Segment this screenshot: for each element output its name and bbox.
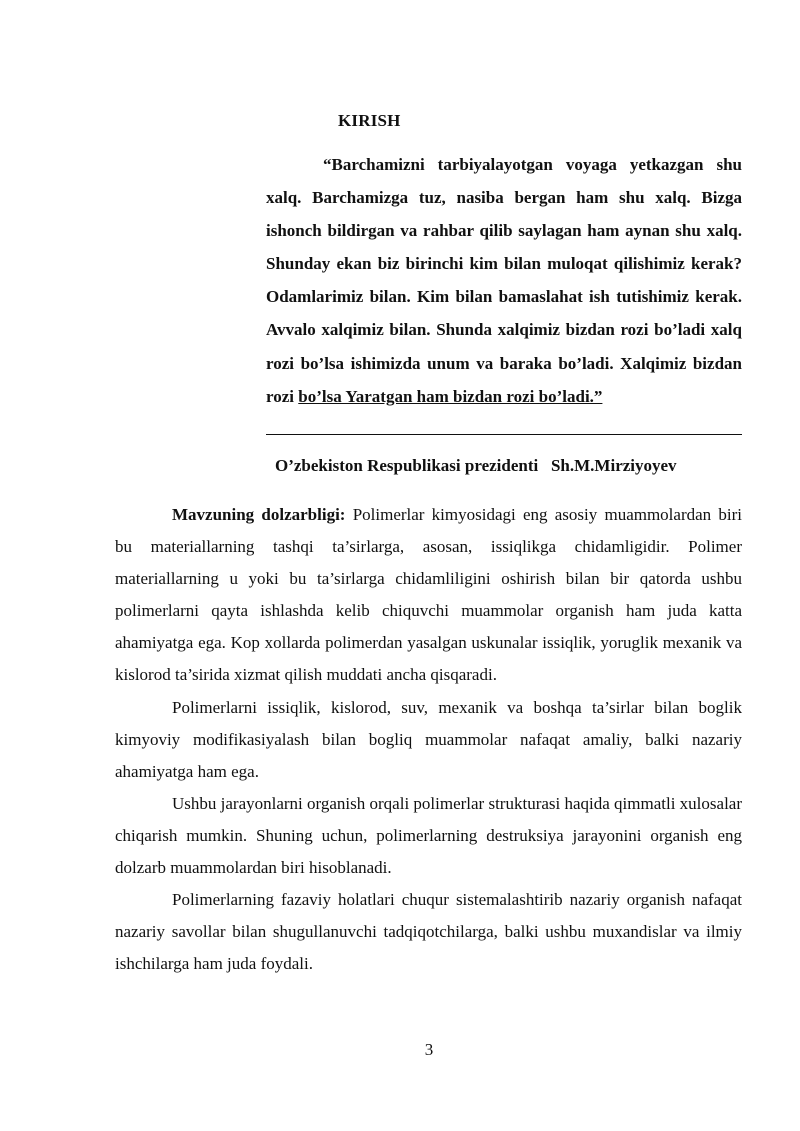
paragraph-text: Polimerlar kimyosidagi eng asosiy muammolardan biri bu materiallarning tashqi ta’sirlarga, asosan, issiqlikga chidamligidir. Polimer materiallarning u yoki bu ta’sirlarga chidamliligini oshirish bilan bir qatorda ushbu polimerlarni qayta ishlashda kelib chiquvchi muammolar organish ham juda katta ahamiyatga ega. Kop xollarda polimerdan yasalgan uskunalar issiqlik, yoruglik mexanik va kislorod ta’sirida xizmat qilish muddati ancha qisqaradi. [115, 505, 742, 685]
epigraph-last-line: bo’lsa Yaratgan ham bizdan rozi bo’ladi.” [298, 386, 603, 406]
epigraph-quote [266, 148, 742, 413]
paragraph-lead: Mavzuning dolzarbligi: [172, 505, 346, 524]
paragraph: Ushbu jarayonlarni organish orqali polimerlar strukturasi haqida qimmatli xulosalar chiqarish mumkin. Shuning uchun, polimerlarning destruksiya jarayonini organish eng dolzarb muammolardan biri hisoblanadi. [115, 793, 742, 878]
epigraph-attribution: O’zbekiston Respublikasi prezidenti Sh.M.Mirziyoyev [275, 456, 677, 475]
page-number: 3 [424, 1040, 434, 1059]
paragraph: Polimerlarning fazaviy holatlari chuqur sistemalashtirib nazariy organish nafaqat nazariy savollar bilan shugullanuvchi tadqiqotchilarga, balki ushbu muxandislar va ilmiy ishchilarga ham juda foydali. [115, 890, 742, 974]
epigraph-text: “Barchamizni tarbiyalayotgan voyaga yetkazgan shu xalq. Barchamizga tuz, nasiba bergan ham shu xalq. Bizga ishonch bildirgan va rahbar qilib saylagan ham aynan shu xalq. Shunday ekan biz birinchi kim bilan muloqat qilishimiz kerak? Odamlarimiz bilan. Kim bilan bamaslahat ish tutishimiz kerak. Avvalo xalqimiz bilan. Shunda xalqimiz bizdan rozi bo’ladi xalq rozi bo’lsa ishimizda unum va baraka bo’ladi. Xalqimiz bizdan rozi [266, 155, 742, 406]
paragraph: Polimerlarni issiqlik, kislorod, suv, mexanik va boshqa ta’sirlar bilan boglik kimyoviy modifikasiyalash bilan bogliq muammolar nafaqat amaliy, balki nazariy ahamiyatga ham ega. [115, 697, 742, 781]
section-heading: KIRISH [338, 111, 401, 130]
paragraph-relevance [115, 499, 742, 692]
body-text [115, 499, 742, 980]
epigraph-underline-rule [266, 434, 742, 435]
